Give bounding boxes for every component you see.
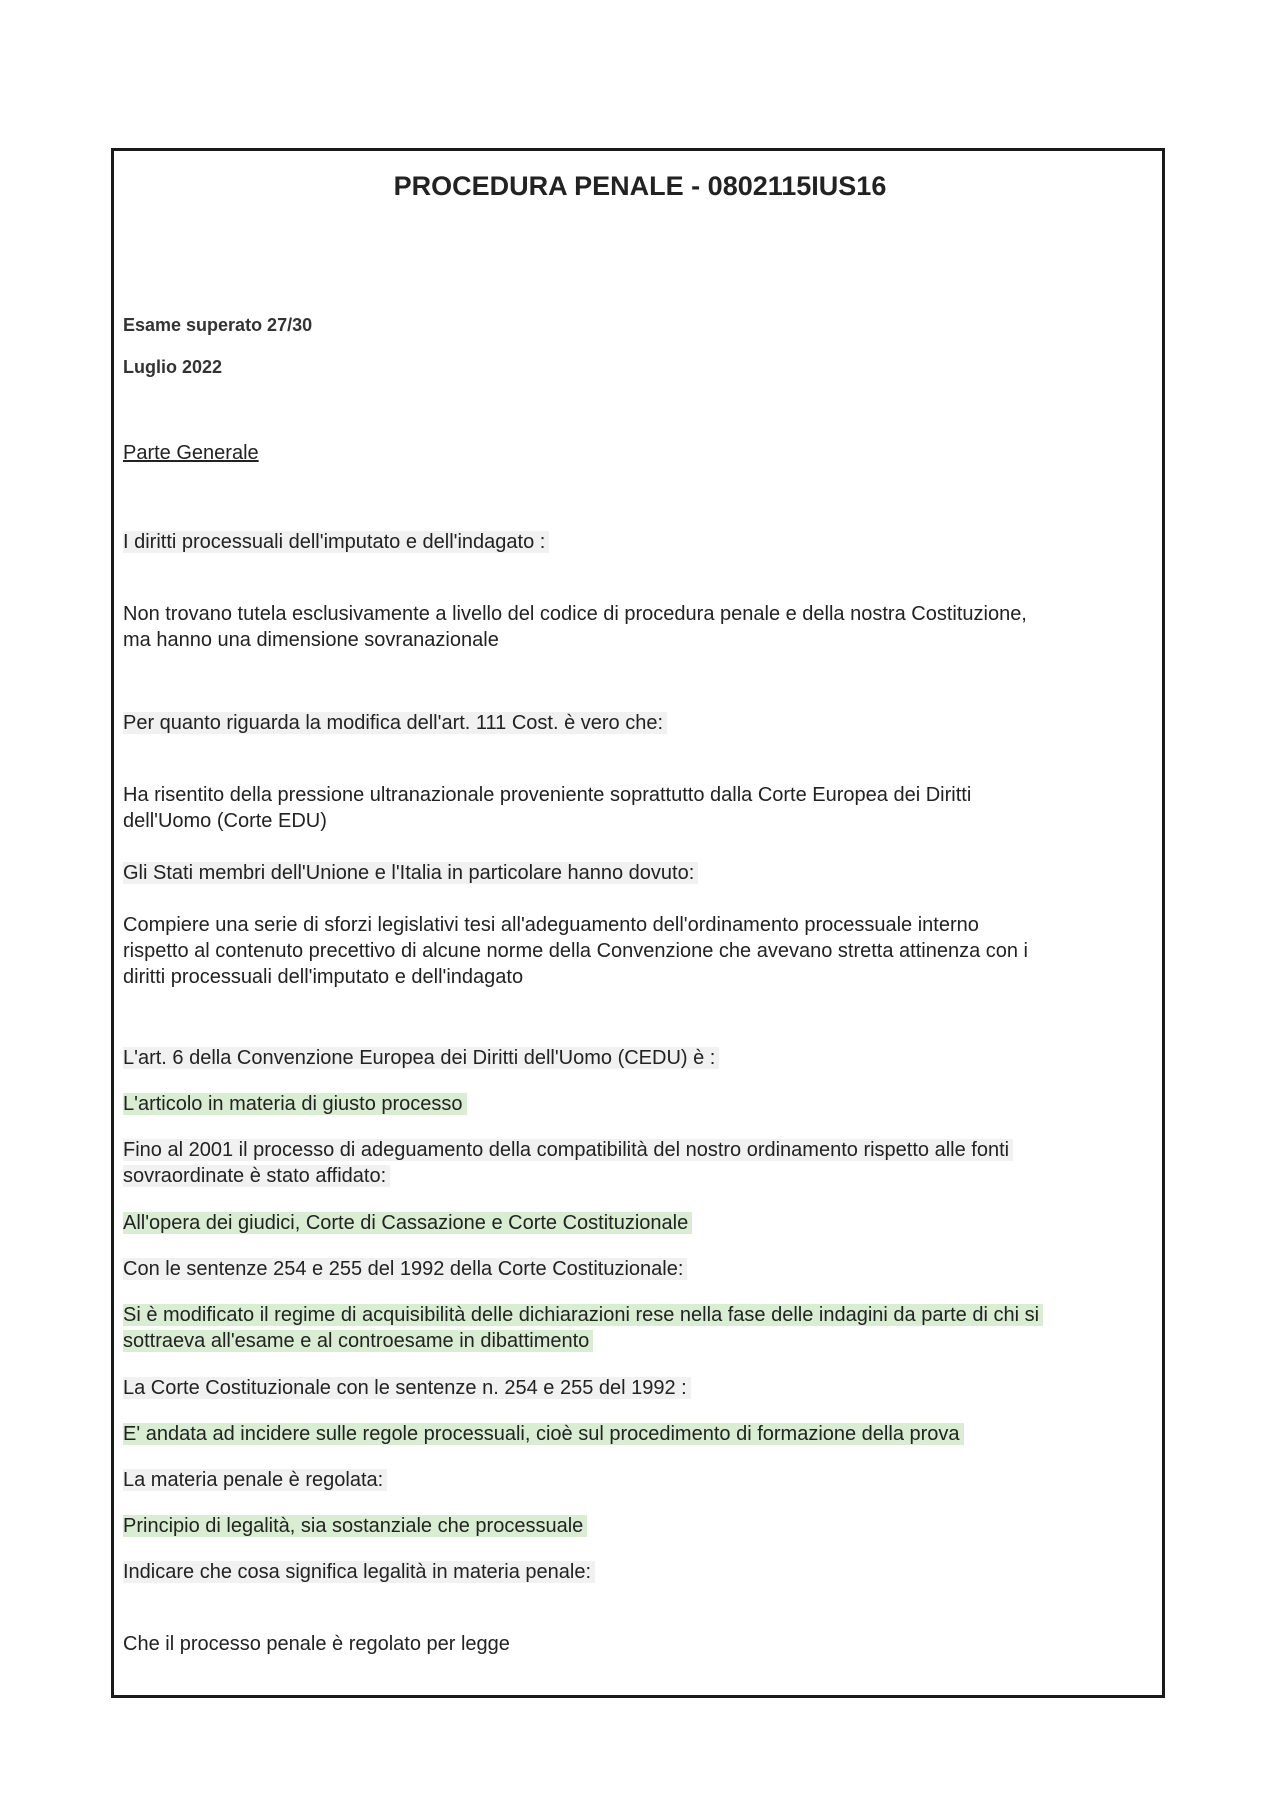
- question-4: L'art. 6 della Convenzione Europea dei Diritti dell'Uomo (CEDU) è :: [123, 1045, 719, 1071]
- answer-1-line-2: ma hanno una dimensione sovranazionale: [123, 629, 499, 651]
- answer-3-line-1: Compiere una serie di sforzi legislativi tesi all'adeguamento dell'ordinamento processuale interno: [123, 914, 979, 936]
- answer-9: Che il processo penale è regolato per legge: [123, 1633, 510, 1655]
- question-9: Indicare che cosa significa legalità in materia penale:: [123, 1559, 595, 1585]
- answer-3-line-2: rispetto al contenuto precettivo di alcune norme della Convenzione che avevano stretta attinenza con i: [123, 940, 1028, 962]
- answer-5: All'opera dei giudici, Corte di Cassazione e Corte Costituzionale: [123, 1210, 692, 1236]
- exam-result: Esame superato 27/30: [123, 315, 313, 335]
- answer-7: E' andata ad incidere sulle regole processuali, cioè sul procedimento di formazione della prova: [123, 1421, 964, 1447]
- answer-2-line-1: Ha risentito della pressione ultranazionale proveniente soprattutto dalla Corte Europea dei Diritti: [123, 784, 972, 806]
- question-8: La materia penale è regolata:: [123, 1467, 387, 1493]
- question-1: I diritti processuali dell'imputato e dell'indagato :: [123, 529, 549, 555]
- question-7: La Corte Costituzionale con le sentenze n. 254 e 255 del 1992 :: [123, 1375, 691, 1401]
- answer-6-line-2: sottraeva all'esame e al controesame in dibattimento: [123, 1328, 593, 1354]
- exam-date: Luglio 2022: [123, 357, 223, 377]
- answer-6-line-1: Si è modificato il regime di acquisibilità delle dichiarazioni rese nella fase delle indagini da parte di chi si: [123, 1302, 1043, 1328]
- answer-2-line-2: dell'Uomo (Corte EDU): [123, 810, 327, 832]
- section-title: Parte Generale: [123, 442, 259, 464]
- question-6: Con le sentenze 254 e 255 del 1992 della Corte Costituzionale:: [123, 1256, 687, 1282]
- document-title: PROCEDURA PENALE - 0802115IUS16: [393, 171, 887, 201]
- question-5-line-1: Fino al 2001 il processo di adeguamento della compatibilità del nostro ordinamento rispetto alle fonti: [123, 1137, 1013, 1163]
- answer-8: Principio di legalità, sia sostanziale che processuale: [123, 1513, 587, 1539]
- question-3: Gli Stati membri dell'Unione e l'Italia in particolare hanno dovuto:: [123, 860, 698, 886]
- question-5-line-2: sovraordinate è stato affidato:: [123, 1163, 390, 1189]
- answer-1-line-1: Non trovano tutela esclusivamente a livello del codice di procedura penale e della nostra Costituzione,: [123, 603, 1027, 625]
- answer-4: L'articolo in materia di giusto processo: [123, 1091, 467, 1117]
- question-2: Per quanto riguarda la modifica dell'art. 111 Cost. è vero che:: [123, 710, 667, 736]
- answer-3-line-3: diritti processuali dell'imputato e dell'indagato: [123, 966, 524, 988]
